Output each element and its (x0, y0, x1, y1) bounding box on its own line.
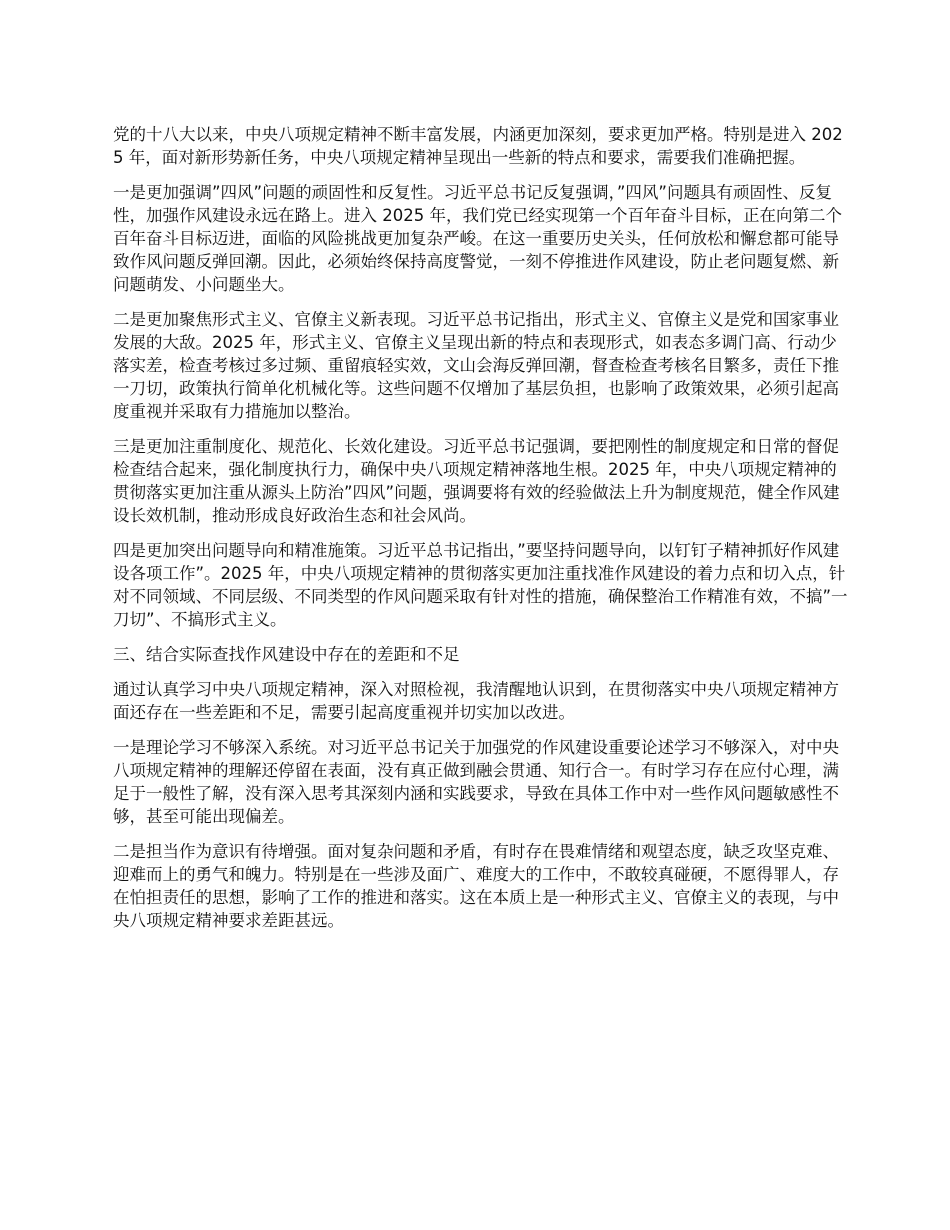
paragraph-point-four: 四是更加突出问题导向和精准施策。习近平总书记指出，”要坚持问题导向，以钉钉子精神抓好作风建设各项工作”。2025 年，中央八项规定精神的贯彻落实更加注重找准作风建设的着力点和切入点，针对不同领域、不同层级、不同类型的作风问题采取有针对性的措施，确保整治工作精准有效，不搞”一刀切”、不搞形式主义。 (113, 541, 848, 629)
section-heading: 三、结合实际查找作风建设中存在的差距和不足 (113, 645, 460, 664)
document-body (113, 123, 853, 944)
paragraph-shortcoming-one: 一是理论学习不够深入系统。对习近平总书记关于加强党的作风建设重要论述学习不够深入，对中央八项规定精神的理解还停留在表面，没有真正做到融会贯通、知行合一。有时学习存在应付心理，满足于一般性了解，没有深入思考其深刻内涵和实践要求，导致在具体工作中对一些作风问题敏感性不够，甚至可能出现偏差。 (113, 738, 839, 826)
paragraph-point-two: 二是更加聚焦形式主义、官僚主义新表现。习近平总书记指出，形式主义、官僚主义是党和国家事业发展的大敌。2025 年，形式主义、官僚主义呈现出新的特点和表现形式，如表态多调门高、行动少落实差，检查考核过多过频、重留痕轻实效，文山会海反弹回潮，督查检查考核名目繁多，责任下推一刀切，政策执行简单化机械化等。这些问题不仅增加了基层负担，也影响了政策效果，必须引起高度重视并采取有力措施加以整治。 (113, 310, 839, 421)
paragraph-point-one: 一是更加强调”四风”问题的顽固性和反复性。习近平总书记反复强调，”四风”问题具有顽固性、反复性，加强作风建设永远在路上。进入 2025 年，我们党已经实现第一个百年奋斗目标，正在向第二个百年奋斗目标迈进，面临的风险挑战更加复杂严峻。在这一重要历史关头，任何放松和懈怠都可能导致作风问题反弹回潮。因此，必须始终保持高度警觉，一刻不停推进作风建设，防止老问题复燃、新问题萌发、小问题坐大。 (113, 183, 842, 294)
paragraph-point-three: 三是更加注重制度化、规范化、长效化建设。习近平总书记强调，要把刚性的制度规定和日常的督促检查结合起来，强化制度执行力，确保中央八项规定精神落地生根。2025 年，中央八项规定精神的贯彻落实更加注重从源头上防治”四风”问题，强调要将有效的经验做法上升为制度规范，健全作风建设长效机制，推动形成良好政治生态和社会风尚。 (113, 437, 840, 525)
paragraph-section-intro: 通过认真学习中央八项规定精神，深入对照检视，我清醒地认识到，在贯彻落实中央八项规定精神方面还存在一些差距和不足，需要引起高度重视并切实加以改进。 (113, 680, 839, 722)
paragraph-shortcoming-two: 二是担当作为意识有待增强。面对复杂问题和矛盾，有时存在畏难情绪和观望态度，缺乏攻坚克难、迎难而上的勇气和魄力。特别是在一些涉及面广、难度大的工作中，不敢较真碰硬，不愿得罪人，存在怕担责任的思想，影响了工作的推进和落实。这在本质上是一种形式主义、官僚主义的表现，与中央八项规定精神要求差距甚远。 (113, 842, 839, 930)
paragraph-intro: 党的十八大以来，中央八项规定精神不断丰富发展，内涵更加深刻，要求更加严格。特别是进入 2025 年，面对新形势新任务，中央八项规定精神呈现出一些新的特点和要求，需要我们准确把握。 (113, 125, 843, 167)
